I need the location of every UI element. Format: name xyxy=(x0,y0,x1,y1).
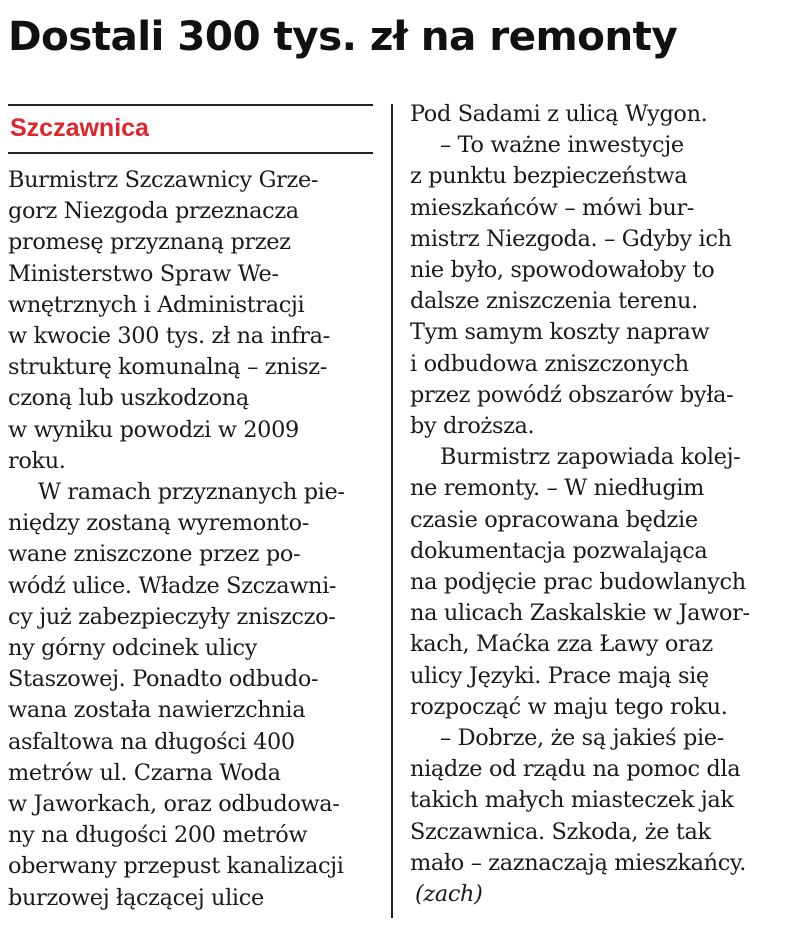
text-line: dalsze zniszczenia terenu. xyxy=(410,288,698,315)
text-line: ny górny odcinek ulicy xyxy=(8,635,257,662)
text-line: ny na długości 200 metrów xyxy=(8,822,308,849)
text-line: – Dobrze, że są jakieś pie- xyxy=(440,725,724,752)
text-line: niądze od rządu na pomoc dla xyxy=(410,756,741,783)
text-line: mało – zaznaczają mieszkańcy. xyxy=(410,849,747,876)
section-rule-bottom xyxy=(8,152,373,154)
text-line: roku. xyxy=(8,447,66,474)
text-line: by droższa. xyxy=(410,413,535,440)
text-line: – To ważne inwestycje xyxy=(440,132,684,159)
section-rule-top xyxy=(8,104,373,106)
text-line: takich małych miasteczek jak xyxy=(410,787,734,814)
text-line: Tym samym koszty napraw xyxy=(410,319,710,346)
text-line: Ministerstwo Spraw We- xyxy=(8,260,279,287)
text-line: w wyniku powodzi w 2009 xyxy=(8,416,299,443)
text-line: W ramach przyznanych pie- xyxy=(38,479,345,506)
text-line: czasie opracowana będzie xyxy=(410,506,698,533)
text-line: asfaltowa na długości 400 xyxy=(8,728,295,755)
section-label: Szczawnica xyxy=(10,114,149,142)
text-line: cy już zabezpieczyły zniszczo- xyxy=(8,603,336,630)
article-column-left xyxy=(8,165,378,914)
text-line: przez powódź obszarów była- xyxy=(410,381,734,408)
text-line: mistrz Niezgoda. – Gdyby ich xyxy=(410,225,732,252)
text-line: wana została nawierzchnia xyxy=(8,697,306,724)
text-line: mieszkańców – mówi bur- xyxy=(410,194,695,221)
text-line: na ulicach Zaskalskie w Jawor- xyxy=(410,600,750,627)
text-line: dokumentacja pozwalająca xyxy=(410,537,708,564)
text-line: ne remonty. – W niedługim xyxy=(410,475,705,502)
text-line: wane zniszczone przez po- xyxy=(8,541,301,568)
text-line: czoną lub uszkodzoną xyxy=(8,385,249,412)
text-line: nie było, spowodowałoby to xyxy=(410,257,715,284)
text-line: niędzy zostaną wyremonto- xyxy=(8,510,309,537)
text-line: w Jaworkach, oraz odbudowa- xyxy=(8,791,340,818)
text-line: burzowej łączącej ulice xyxy=(8,884,264,911)
text-line: ulicy Języki. Prace mają się xyxy=(410,662,709,689)
text-line: Szczawnica. Szkoda, że tak xyxy=(410,818,711,845)
text-line: promesę przyznaną przez xyxy=(8,229,291,256)
text-line: Pod Sadami z ulicą Wygon. xyxy=(410,101,708,127)
text-line: rozpocząć w maju tego roku. xyxy=(410,693,728,720)
article-headline: Dostali 300 tys. zł na remonty xyxy=(8,12,678,60)
text-line: metrów ul. Czarna Woda xyxy=(8,759,281,786)
text-line: gorz Niezgoda przeznacza xyxy=(8,198,299,225)
column-divider xyxy=(391,104,393,918)
text-line: Staszowej. Ponadto odbudo- xyxy=(8,666,319,693)
article-column-right xyxy=(410,99,795,910)
author-signature: (zach) xyxy=(415,881,483,908)
text-line: w kwocie 300 tys. zł na infra- xyxy=(8,323,330,350)
text-line: na podjęcie prac budowlanych xyxy=(410,569,746,596)
text-line: z punktu bezpieczeństwa xyxy=(410,163,688,190)
text-line: i odbudowa zniszczonych xyxy=(410,350,689,377)
text-line: wnętrznych i Administracji xyxy=(8,291,305,318)
text-line: kach, Maćka zza Ławy oraz xyxy=(410,631,713,658)
text-line: oberwany przepust kanalizacji xyxy=(8,853,344,880)
text-line: wódź ulice. Władze Szczawni- xyxy=(8,572,337,599)
text-line: strukturę komunalną – znisz- xyxy=(8,354,327,381)
text-line: Burmistrz zapowiada kolej- xyxy=(440,444,741,471)
text-line: Burmistrz Szczawnicy Grze- xyxy=(8,167,319,193)
